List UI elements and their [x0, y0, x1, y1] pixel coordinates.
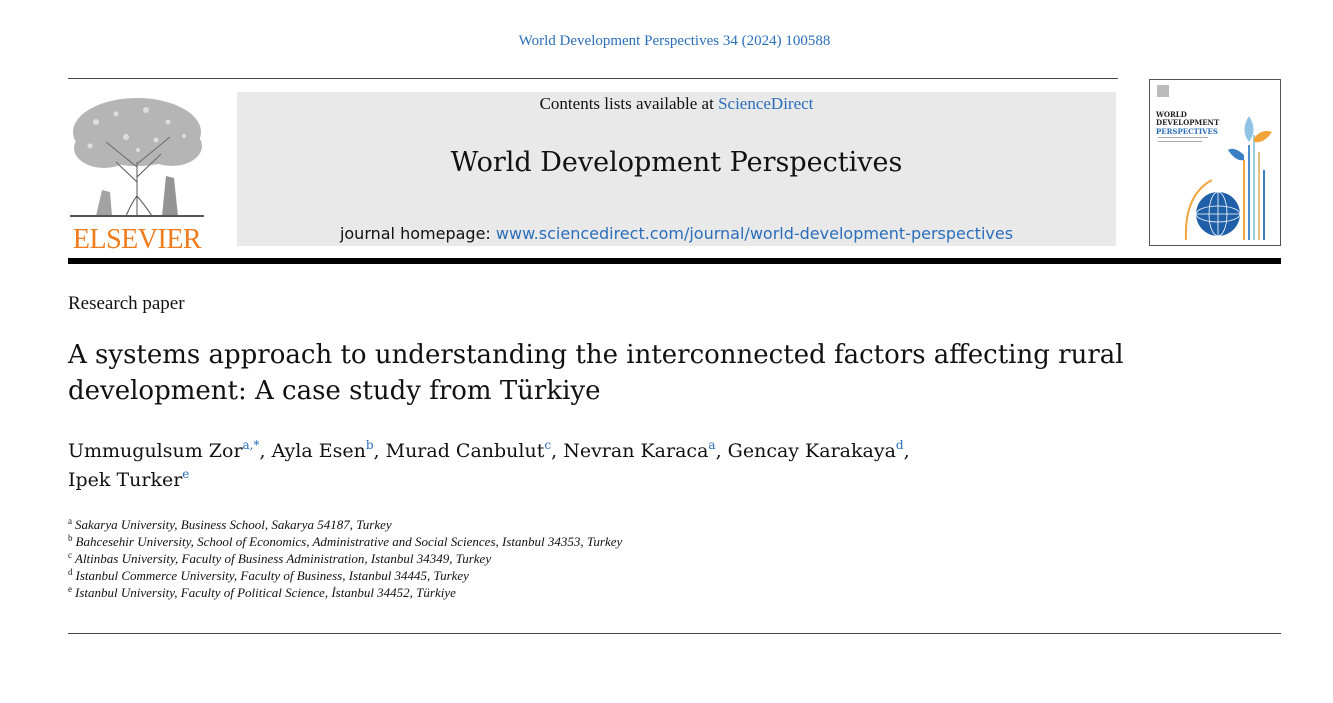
- homepage-prefix: journal homepage:: [339, 224, 496, 243]
- journal-homepage-link[interactable]: www.sciencedirect.com/journal/world-development-perspectives: [495, 224, 1014, 243]
- affiliation-text: Bahcesehir University, School of Economics, Administrative and Social Sciences, Istanbul 34353, Turkey: [75, 534, 623, 549]
- author-separator: ,: [373, 440, 386, 462]
- author-list: [68, 437, 1248, 495]
- article-type: Research paper: [68, 293, 185, 314]
- affiliation-item: [68, 567, 1248, 584]
- article-title: A systems approach to understanding the interconnected factors affecting rural development: A case study from Türkiye: [68, 340, 1124, 406]
- affiliations-divider: [68, 633, 1281, 634]
- affiliation-item: [68, 533, 1248, 550]
- author-name[interactable]: Ipek Turker: [68, 469, 183, 491]
- affiliation-item: [68, 584, 1248, 601]
- affiliation-label: a: [68, 516, 72, 526]
- author-affiliation-marker[interactable]: e: [182, 467, 190, 481]
- author-name[interactable]: Gencay Karakaya: [727, 440, 896, 462]
- affiliation-label: d: [68, 567, 73, 577]
- affiliation-text: Istanbul University, Faculty of Political Science, İstanbul 34452, Türkiye: [75, 585, 456, 600]
- elsevier-logo[interactable]: [66, 92, 208, 255]
- author-name[interactable]: Nevran Karaca: [563, 440, 709, 462]
- affiliation-text: Sakarya University, Business School, Sakarya 54187, Turkey: [75, 517, 392, 532]
- homepage-line: [237, 224, 1116, 243]
- contents-line: [237, 94, 1116, 114]
- affiliation-label: c: [68, 550, 72, 560]
- author-affiliation-marker[interactable]: a,*: [242, 438, 260, 452]
- cover-globe-leaves-icon: [1150, 80, 1281, 246]
- author-separator: ,: [259, 440, 272, 462]
- author-affiliation-marker[interactable]: c: [544, 438, 552, 452]
- journal-header-band: [237, 92, 1116, 246]
- contents-prefix: Contents lists available at: [539, 94, 719, 113]
- elsevier-tree-icon: [66, 92, 208, 220]
- author-name[interactable]: Murad Canbulut: [385, 440, 545, 462]
- corresponding-author-marker[interactable]: *: [253, 438, 260, 452]
- top-divider: [68, 78, 1118, 79]
- author-separator: ,: [715, 440, 728, 462]
- journal-citation[interactable]: World Development Perspectives 34 (2024) 100588: [518, 33, 831, 49]
- author-name[interactable]: Ayla Esen: [271, 440, 366, 462]
- author-affiliation-marker[interactable]: b: [365, 438, 374, 452]
- author-affiliation-marker[interactable]: d: [895, 438, 904, 452]
- header-thick-divider: [68, 258, 1281, 264]
- author-separator: ,: [903, 440, 910, 462]
- author-name[interactable]: Ummugulsum Zor: [68, 440, 243, 462]
- affiliation-text: Altinbas University, Faculty of Business Administration, Istanbul 34349, Turkey: [75, 551, 492, 566]
- affiliation-item: [68, 516, 1248, 533]
- affiliation-text: Istanbul Commerce University, Faculty of Business, Istanbul 34445, Turkey: [75, 568, 469, 583]
- cover-title-line3: PERSPECTIVES: [1156, 127, 1218, 136]
- cover-title-line1: WORLD DEVELOPMENT: [1156, 110, 1220, 127]
- affiliation-label: b: [68, 533, 73, 543]
- sciencedirect-link[interactable]: ScienceDirect: [718, 94, 814, 113]
- author-separator: ,: [551, 440, 564, 462]
- affiliation-item: [68, 550, 1248, 567]
- affiliation-list: [68, 516, 1248, 601]
- author-affiliation-marker[interactable]: a: [708, 438, 716, 452]
- journal-cover-thumbnail[interactable]: [1149, 79, 1281, 246]
- journal-title: World Development Perspectives: [450, 147, 903, 178]
- elsevier-wordmark: ELSEVIER: [72, 224, 202, 255]
- affiliation-label: e: [68, 584, 72, 594]
